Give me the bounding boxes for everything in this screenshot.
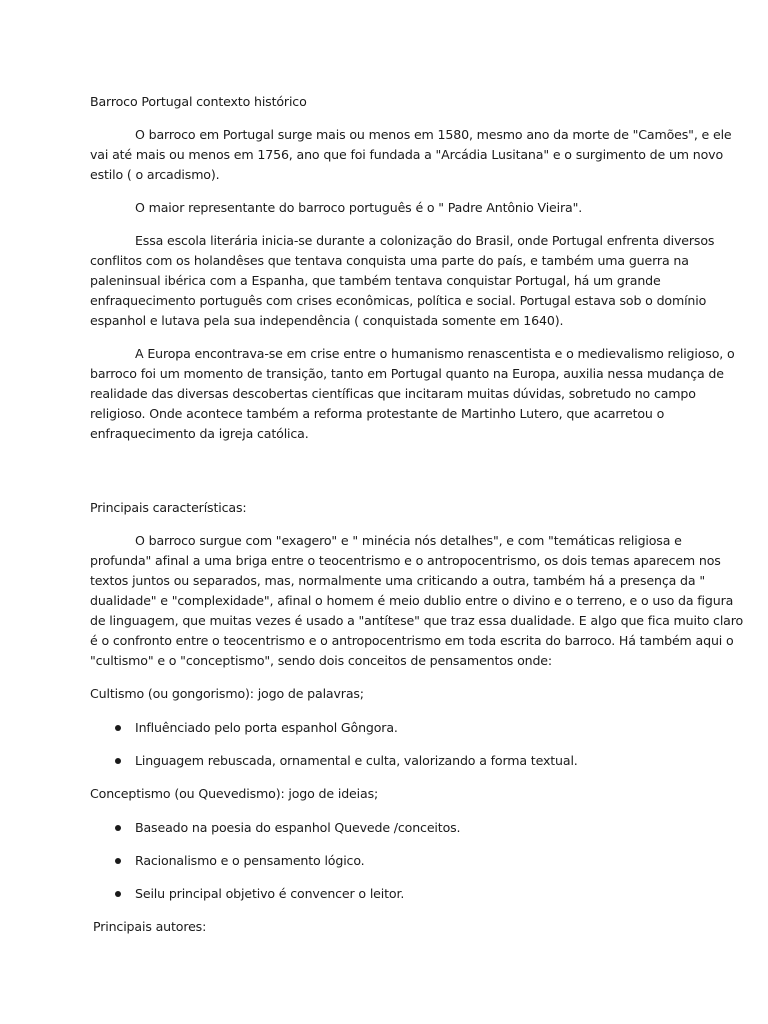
list-item-text: Seilu principal objetivo é convencer o leitor. [135, 886, 405, 901]
paragraph-line: O barroco surgue com "exagero" e " minécia nós detalhes", e com "temáticas religiosa e [135, 533, 682, 548]
conceptismo-bullet-list [90, 818, 680, 904]
paragraph-intro-1 [90, 125, 732, 185]
list-item-text: Influênciado pelo porta espanhol Gôngora. [135, 720, 398, 735]
paragraph-line: "cultismo" e o "conceptismo", sendo dois conceitos de pensamentos onde: [90, 653, 552, 668]
bullet-icon [115, 891, 121, 897]
paragraph-line: O maior representante do barroco português é o " Padre Antônio Vieira". [135, 200, 583, 215]
section-spacer [90, 457, 680, 498]
document-title: Barroco Portugal contexto histórico [90, 94, 307, 109]
authors-heading: Principais autores: [93, 919, 207, 934]
bullet-icon [115, 725, 121, 731]
paragraph-line: barroco foi um momento de transição, tanto em Portugal quanto na Europa, auxilia nessa mudança de [90, 366, 724, 381]
bullet-icon [115, 825, 121, 831]
list-item-text: Baseado na poesia do espanhol Quevede /conceitos. [135, 820, 461, 835]
list-item [90, 718, 680, 738]
paragraph-characteristics [90, 531, 744, 671]
paragraph-line: de linguagem, que muitas vezes é usado a "antítese" que traz essa dualidade. E algo que fica muito claro [90, 613, 744, 628]
characteristics-heading: Principais características: [90, 500, 247, 515]
paragraph-line: religioso. Onde acontece também a reforma protestante de Martinho Lutero, que acarretou o [90, 406, 665, 421]
paragraph-line: é o confronto entre o teocentrismo e o antropocentrismo em toda escrita do barroco. Há também aqui o [90, 633, 734, 648]
paragraph-line: enfraquecimento da igreja católica. [90, 426, 309, 441]
cultismo-heading: Cultismo (ou gongorismo): jogo de palavras; [90, 686, 364, 701]
paragraph-line: estilo ( o arcadismo). [90, 167, 220, 182]
bullet-icon [115, 858, 121, 864]
list-item [90, 884, 680, 904]
paragraph-line: espanhol e lutava pela sua independência ( conquistada somente em 1640). [90, 313, 564, 328]
cultismo-bullet-list [90, 718, 680, 771]
paragraph-intro-4 [90, 344, 735, 444]
paragraph-line: textos juntos ou separados, mas, normalmente uma criticando a outra, também há a presença da " [90, 573, 705, 588]
document-content [90, 92, 744, 937]
paragraph-line: conflitos com os holandêses que tentava conquista uma parte do país, e também uma guerra na [90, 253, 689, 268]
paragraph-intro-3 [90, 231, 715, 331]
paragraph-line: Essa escola literária inicia-se durante a colonização do Brasil, onde Portugal enfrenta diversos [135, 233, 715, 248]
paragraph-intro-2 [90, 198, 680, 218]
list-item [90, 851, 680, 871]
bullet-icon [115, 758, 121, 764]
paragraph-line: O barroco em Portugal surge mais ou menos em 1580, mesmo ano da morte de "Camões", e ele [135, 127, 732, 142]
paragraph-line: dualidade" e "complexidade", afinal o homem é meio dublio entre o divino e o terreno, e o uso da figura [90, 593, 734, 608]
paragraph-line: vai até mais ou menos em 1756, ano que foi fundada a "Arcádia Lusitana" e o surgimento de um novo [90, 147, 724, 162]
paragraph-line: enfraquecimento português com crises econômicas, política e social. Portugal estava sob o domínio [90, 293, 707, 308]
paragraph-line: profunda" afinal a uma briga entre o teocentrismo e o antropocentrismo, os dois temas aparecem nos [90, 553, 721, 568]
list-item-text: Linguagem rebuscada, ornamental e culta, valorizando a forma textual. [135, 753, 578, 768]
list-item [90, 818, 680, 838]
paragraph-line: A Europa encontrava-se em crise entre o humanismo renascentista e o medievalismo religioso, o [135, 346, 735, 361]
list-item [90, 751, 680, 771]
conceptismo-heading: Conceptismo (ou Quevedismo): jogo de ideias; [90, 786, 379, 801]
paragraph-line: paleninsual ibérica com a Espanha, que também tentava conquistar Portugal, há um grande [90, 273, 661, 288]
paragraph-line: realidade das diversas descobertas científicas que incitaram muitas dúvidas, sobretudo no campo [90, 386, 696, 401]
list-item-text: Racionalismo e o pensamento lógico. [135, 853, 365, 868]
